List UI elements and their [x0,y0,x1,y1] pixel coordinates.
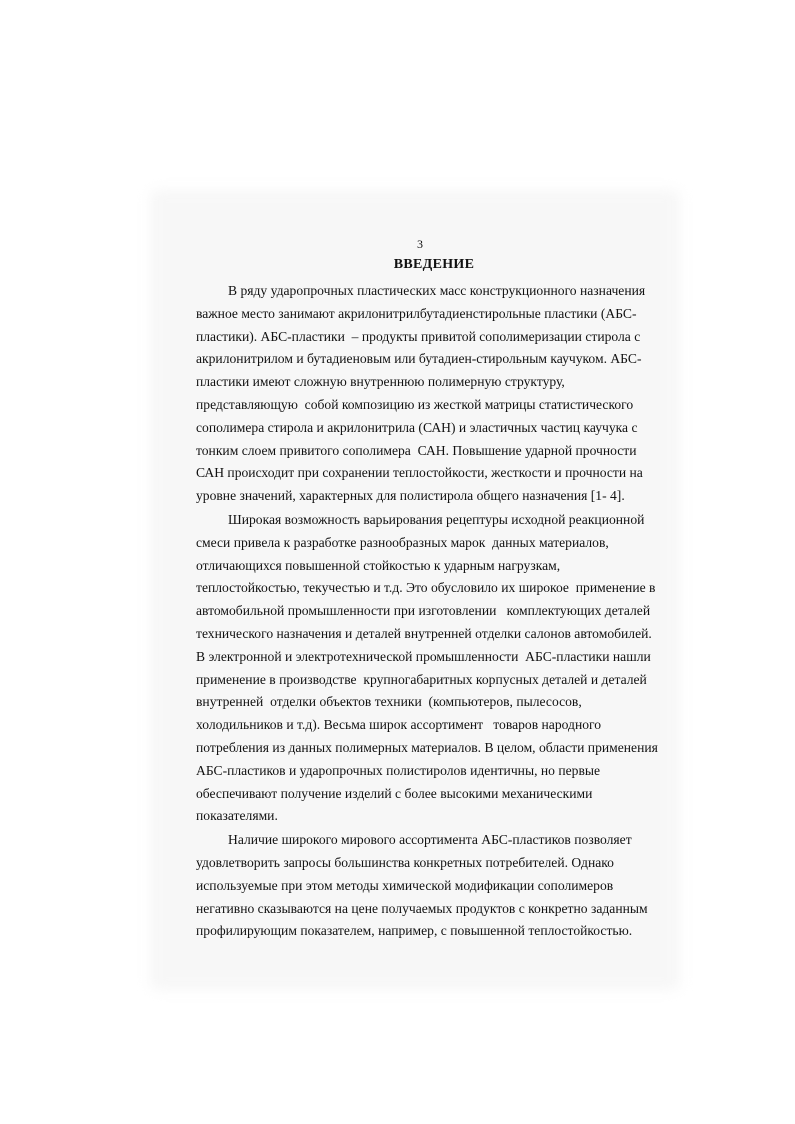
text-line: Наличие широкого мирового ассортимента АБС-пластиков позволяет [228,832,632,848]
paragraph-2 [196,509,658,828]
page-number: 3 [417,237,423,251]
text-line: АБС-пластиков и ударопрочных полистиролов идентичны, но первые [196,762,601,778]
text-line: В ряду ударопрочных пластических масс конструкционного назначения [228,283,646,298]
text-line: применение в производстве крупногабаритных корпусных деталей и деталей [196,671,647,687]
text-line: удовлетворить запросы большинства конкретных потребителей. Однако [196,854,614,870]
text-line: важное место занимают акрилонитрилбутадиенстирольные пластики (АБС- [196,305,637,321]
text-line: автомобильной промышленности при изготовлении комплектующих деталей [196,603,651,619]
text-line: показателями. [196,808,278,824]
text-line: В электронной и электротехнической промышленности АБС-пластики нашли [196,648,651,664]
text-line: уровне значений, характерных для полистирола общего назначения [1- 4]. [196,488,625,504]
text-line: теплостойкостью, текучестью и т.д. Это обусловило их широкое применение в [196,580,656,596]
text-line: Широкая возможность варьирования рецептуры исходной реакционной [228,511,645,527]
text-line: потребления из данных полимерных материалов. В целом, области применения [196,739,658,755]
text-line: обеспечивают получение изделий с более высокими механическими [196,785,593,801]
text-line: профилирующим показателем, например, с повышенной теплостойкостью. [196,923,633,939]
text-line: пластики). АБС-пластики – продукты привитой сополимеризации стирола с [196,328,641,344]
text-line: сополимера стирола и акрилонитрила (САН) и эластичных частиц каучука с [196,419,638,435]
text-line: негативно сказываются на цене получаемых продуктов с конкретно заданным [196,900,648,916]
paragraph-1 [196,280,646,508]
text-line: представляющую собой композицию из жесткой матрицы статистического [196,396,634,412]
text-line: смеси привела к разработке разнообразных марок данных материалов, [196,534,609,550]
text-line: внутренней отделки объектов техники (компьютеров, пылесосов, [196,694,582,710]
text-line: холодильников и т.д). Весьма широк ассортимент товаров народного [196,717,602,733]
document-body [196,280,658,944]
text-line: пластики имеют сложную внутреннюю полимерную структуру, [196,374,565,390]
page-title: ВВЕДЕНИЕ [393,257,475,272]
paragraph-3 [196,829,646,943]
text-line: отличающихся повышенной стойкостью к ударным нагрузкам, [196,557,561,573]
text-line: используемые при этом методы химической модификации сополимеров [196,877,614,893]
text-line: технического назначения и деталей внутренней отделки салонов автомобилей. [196,625,652,641]
text-line: тонким слоем привитого сополимера САН. Повышение ударной прочности [196,442,637,458]
text-line: акрилонитрилом и бутадиеновым или бутадиен-стирольным каучуком. АБС- [196,351,642,367]
text-line: САН происходит при сохранении теплостойкости, жесткости и прочности на [196,465,643,481]
